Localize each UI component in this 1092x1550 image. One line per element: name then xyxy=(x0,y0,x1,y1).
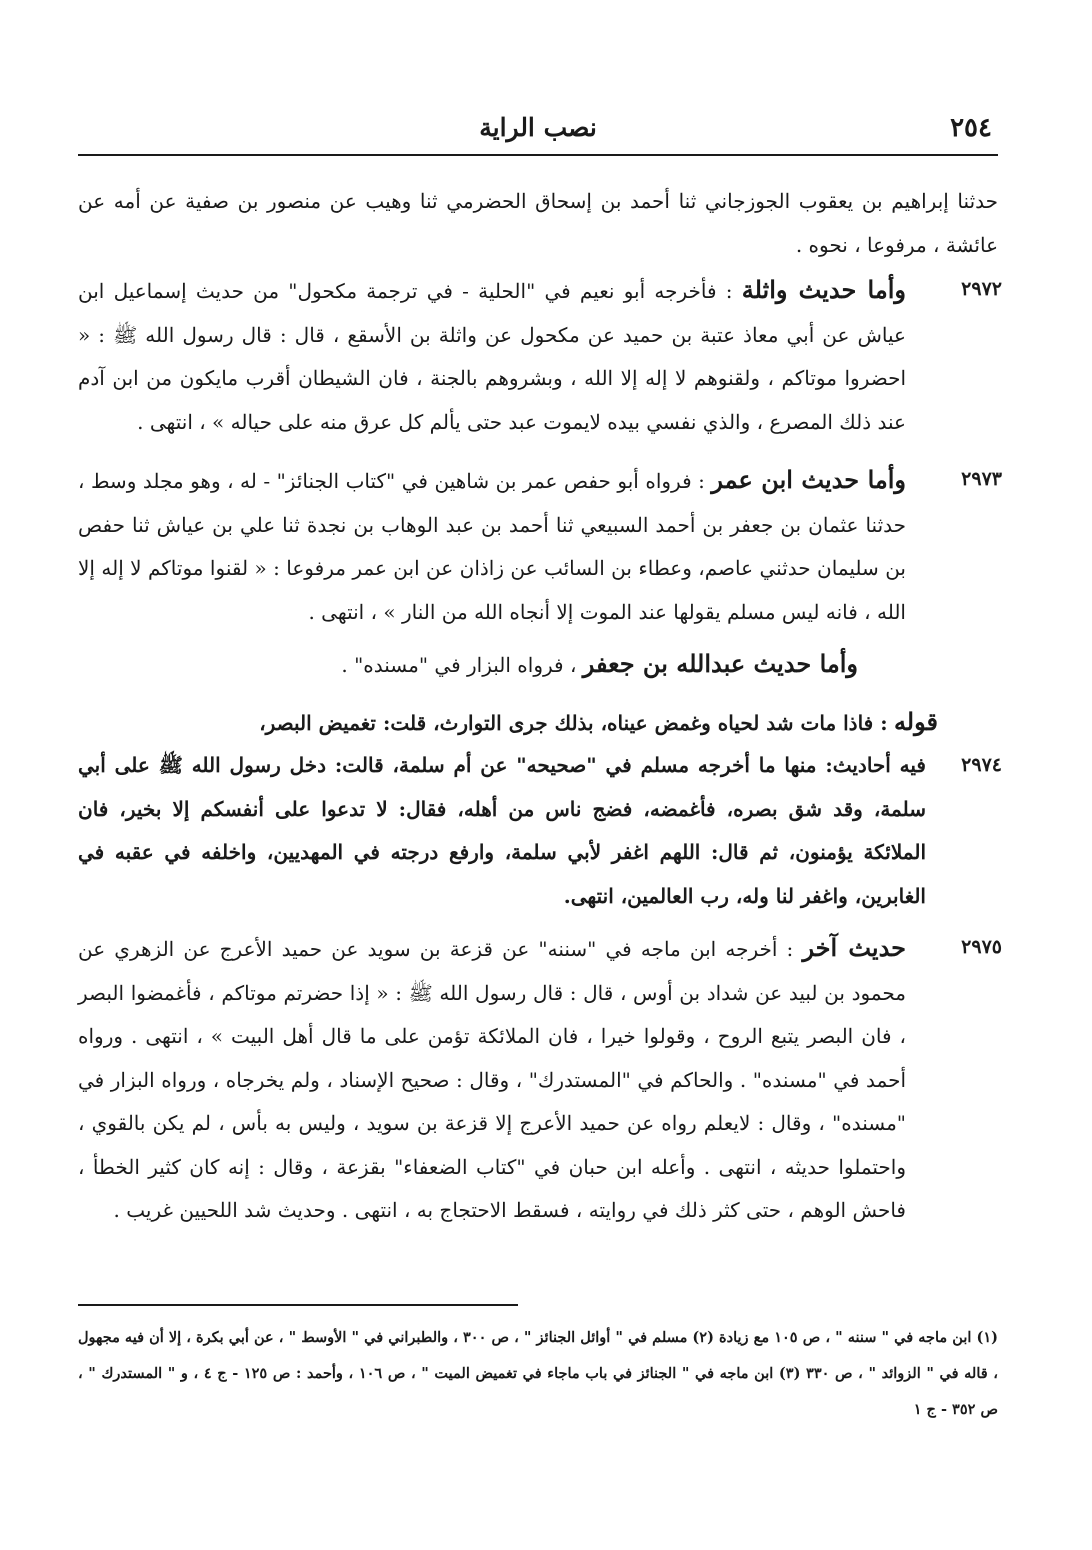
entry-body xyxy=(78,642,858,688)
entry-number: ٢٩٧٥ xyxy=(961,936,1002,958)
entry-lead: وأما حديث واثلة xyxy=(741,275,906,304)
entry-text: : فاذا مات شد لحياه وغمض عيناه، بذلك جرى التوارث، قلت: تغميض البصر، xyxy=(259,711,888,735)
entry-2973 xyxy=(78,458,1002,634)
document-page xyxy=(78,0,1002,1550)
footnotes xyxy=(78,1320,998,1428)
entry-number: ٢٩٧٣ xyxy=(961,468,1002,490)
entry-2972 xyxy=(78,268,1002,444)
entry-body xyxy=(78,926,906,1233)
entry-lead: حديث آخر xyxy=(802,933,906,962)
entry-text: : أخرجه ابن ماجه في "سننه" عن قزعة بن سويد عن حميد الأعرج عن الزهري عن محمود بن لبيد عن شداد بن أوس ، قال : قال رسول الله ﷺ : « إذا حضرتم موتاكم ، فأغمضوا البصر ، فان البصر يتبع الروح ، وقولوا خيرا ، فان الملائكة تؤمن على ما قال أهل البيت » ، انتهى . ورواه أحمد في "مسنده" . والحاكم في "المستدرك" ، وقال : صحيح الإسناد ، ولم يخرجاه ، ورواه البزار في "مسنده" ، وقال : لايعلم رواه عن حميد الأعرج إلا قزعة بن سويد ، وليس به بأس ، لم يكن بالقوي ، واحتملوا حديثه ، انتهى . وأعله ابن حبان في "كتاب الضعفاء" بقزعة ، وقال : إنه كان كثير الخطأ ، فاحش الوهم ، حتى كثر ذلك في روايته ، فسقط الاحتجاج به ، انتهى . وحديث شد اللحيين غريب . xyxy=(78,937,907,1222)
entry-2974 xyxy=(78,744,1002,918)
header-divider xyxy=(78,154,998,156)
entry-body xyxy=(78,268,906,444)
entry-text: فيه أحاديث: منها ما أخرجه مسلم في "صحيحه" عن أم سلمة، قالت: دخل رسول الله ﷺ على أبي سلمة، وقد شق بصره، فأغمضه، فضج ناس من أهله، فقال: لا تدعوا على أنفسكم إلا بخير، فان الملائكة يؤمنون، ثم قال: اللهم اغفر لأبي سلمة، وارفع درجته في المهديين، واخلفه في عقبه في الغابرين، واغفر لنا وله، رب العالمين، انتهى. xyxy=(78,753,927,908)
entry-text: ، فرواه البزار في "مسنده" . xyxy=(341,653,577,677)
qawluhu-line xyxy=(78,700,998,746)
continuation-paragraph xyxy=(78,180,998,267)
entry-2975 xyxy=(78,926,1002,1233)
entry-number: ٢٩٧٤ xyxy=(961,754,1002,776)
running-title: نصب الراية xyxy=(479,113,597,142)
footnote-divider xyxy=(78,1304,518,1306)
entry-number: ٢٩٧٢ xyxy=(961,278,1002,300)
page-number: ٢٥٤ xyxy=(950,113,992,143)
entry-lead: قوله xyxy=(893,707,938,736)
footnote-text: (١) ابن ماجه في " سننه " ، ص ١٠٥ مع زيادة (٢) مسلم في " أوائل الجنائز " ، ص ٣٠٠ ، والطبراني في " الأوسط " ، عن أبي بكرة ، إلا أن فيه مجهول ، قاله في " الزوائد " ، ص ٣٣٠ (٣) ابن ماجه في " الجنائز في باب ماجاء في تغميض الميت " ، ص ١٠٦ ، وأحمد : ص ١٢٥ - ج ٤ ، و " المستدرك " ، ص ٣٥٢ - ج ١ xyxy=(78,1329,999,1418)
entry-body xyxy=(78,700,938,746)
entry-lead: وأما حديث عبدالله بن جعفر xyxy=(582,649,858,678)
entry-text: : فرواه أبو حفص عمر بن شاهين في "كتاب الجنائز" - له ، وهو مجلد وسط ، حدثنا عثمان بن جعفر بن أحمد السبيعي ثنا أحمد بن عبد الوهاب بن نجدة ثنا علي بن عياش ثنا حفص بن سليمان حدثني عاصم، وعطاء بن السائب عن زاذان عن ابن عمر مرفوعا : « لقنوا موتاكم لا إله إلا الله ، فانه ليس مسلم يقولها عند الموت إلا أنجاه الله من النار » ، انتهى . xyxy=(78,469,906,624)
entry-text: : فأخرجه أبو نعيم في "الحلية - في ترجمة مكحول" من حديث إسماعيل ابن عياش عن أبي معاذ عتبة بن حميد عن مكحول عن واثلة بن الأسقع ، قال : قال رسول الله ﷺ : « احضروا موتاكم ، ولقنوهم لا إله إلا الله ، وبشروهم بالجنة ، فان الشيطان أقرب مايكون من ابن آدم عند ذلك المصرع ، والذي نفسي بيده لايموت عبد حتى يألم كل عرق منه على حياله » ، انتهى . xyxy=(78,279,906,434)
entry-2973-b xyxy=(78,642,998,688)
entry-lead: وأما حديث ابن عمر xyxy=(711,465,907,494)
paragraph-text: حدثنا إبراهيم بن يعقوب الجوزجاني ثنا أحمد بن إسحاق الحضرمي ثنا وهيب عن منصور بن صفية عن أمه عن عائشة ، مرفوعا ، نحوه . xyxy=(78,189,998,257)
page-header xyxy=(78,103,998,153)
entry-body xyxy=(78,458,906,634)
